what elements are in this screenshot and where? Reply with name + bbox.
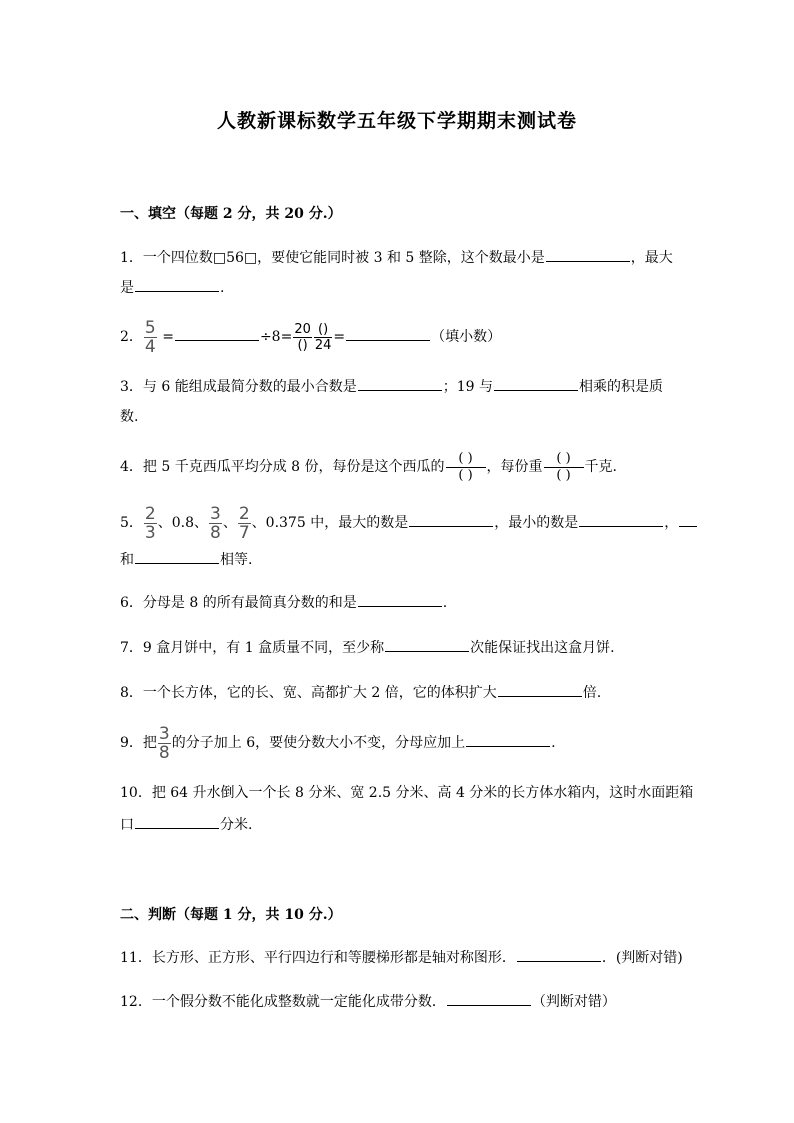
q6-text: 6．分母是 8 的所有最简真分数的和是 xyxy=(120,595,357,611)
section-heading-true-false: 二、判断（每题 1 分，共 10 分.） xyxy=(120,907,342,923)
q3-text-d: 数. xyxy=(120,409,139,425)
denominator[interactable]: ( ) xyxy=(556,467,571,483)
q7-text-b: 次能保证找出这盒月饼. xyxy=(470,640,615,656)
answer-blank[interactable] xyxy=(498,682,582,697)
answer-blank[interactable] xyxy=(358,376,442,391)
answer-blank[interactable] xyxy=(466,732,550,747)
numerator[interactable]: ( ) xyxy=(458,450,473,466)
q1-text-b: ，最大 xyxy=(630,250,673,266)
equals-sign: = xyxy=(333,329,346,345)
answer-blank[interactable] xyxy=(346,326,430,341)
answer-blank[interactable] xyxy=(409,512,493,527)
q6-text-b: . xyxy=(442,595,448,611)
q9-text-b: 的分子加上 6，要使分数大小不变，分母应加上 xyxy=(171,735,466,751)
divide-text: ÷8= xyxy=(259,329,293,345)
numerator: 20 xyxy=(294,321,311,337)
q4-text-b: ，每份重 xyxy=(486,459,543,475)
numerator[interactable]: () xyxy=(318,321,329,337)
q7-text: 7．9 盒月饼中，有 1 盒质量不同，至少称 xyxy=(120,640,385,656)
answer-blank[interactable] xyxy=(447,991,531,1006)
q11-text-b: ．(判断对错) xyxy=(601,950,683,966)
denominator: 24 xyxy=(314,337,332,353)
question-10-cont xyxy=(120,814,252,835)
fraction-blank[interactable] xyxy=(446,451,486,484)
question-4 xyxy=(120,448,617,486)
fraction-blank[interactable] xyxy=(544,451,584,484)
denominator[interactable]: () xyxy=(297,337,308,353)
q12-text: 12．一个假分数不能化成整数就一定能化成带分数． xyxy=(120,994,446,1010)
question-3 xyxy=(120,376,663,397)
fraction-3-8 xyxy=(158,725,171,762)
question-12 xyxy=(120,991,616,1012)
question-11 xyxy=(120,947,683,968)
answer-blank[interactable] xyxy=(679,512,697,527)
q5-text-d: ， xyxy=(664,515,679,531)
q10-text-b: 口 xyxy=(120,817,134,833)
q8-text-b: 倍. xyxy=(582,685,602,701)
q3-text: 3．与 6 能组成最简分数的最小合数是 xyxy=(120,379,357,395)
numerator: 2 xyxy=(144,503,156,524)
numerator[interactable]: ( ) xyxy=(556,450,571,466)
page-title: 人教新课标数学五年级下学期期末测试卷 xyxy=(216,110,577,132)
question-6 xyxy=(120,592,447,613)
q8-text: 8．一个长方体，它的长、宽、高都扩大 2 倍，它的体积扩大 xyxy=(120,685,497,701)
fraction-2-7 xyxy=(238,505,251,542)
denominator: 8 xyxy=(210,522,221,543)
q9-text: 9．把 xyxy=(120,735,157,751)
numerator: 2 xyxy=(238,503,250,524)
q1-text: 1．一个四位数□56□，要使它能同时被 3 和 5 整除，这个数最小是 xyxy=(120,250,545,266)
section-heading-fill-in: 一、填空（每题 2 分，共 20 分.） xyxy=(120,206,342,222)
answer-blank[interactable] xyxy=(579,512,663,527)
answer-blank[interactable] xyxy=(135,814,219,829)
question-1-cont xyxy=(120,277,224,298)
q5-text-f: 相等. xyxy=(220,552,253,568)
fraction-5-4 xyxy=(144,319,157,356)
q3-text-c: 相乘的积是质 xyxy=(578,379,663,395)
question-5 xyxy=(120,504,698,542)
numerator: 3 xyxy=(158,723,170,744)
q11-text: 11．长方形、正方形、平行四边行和等腰梯形都是轴对称图形． xyxy=(120,950,516,966)
question-10 xyxy=(120,783,693,803)
answer-blank[interactable] xyxy=(135,277,219,292)
q2-number: 2． xyxy=(120,329,143,345)
denominator: 7 xyxy=(238,522,250,543)
q5-text: 、0.8、 xyxy=(157,515,209,531)
answer-blank[interactable] xyxy=(494,376,578,391)
separator: 、 xyxy=(222,515,237,531)
q5-text-b: 、0.375 中，最大的数是 xyxy=(251,515,409,531)
numerator: 5 xyxy=(144,317,156,338)
answer-blank[interactable] xyxy=(517,947,601,962)
answer-blank[interactable] xyxy=(546,247,630,262)
equals-sign: = xyxy=(162,329,174,345)
question-8 xyxy=(120,682,601,703)
question-9 xyxy=(120,724,556,762)
fraction-3-8 xyxy=(209,505,222,542)
question-1 xyxy=(120,247,673,268)
answer-blank[interactable] xyxy=(135,549,219,564)
denominator: 3 xyxy=(144,522,156,543)
q4-text-c: 千克. xyxy=(584,459,617,475)
q2-note: （填小数） xyxy=(431,329,502,345)
fraction-2-3 xyxy=(144,505,157,542)
q5-text-c: ，最小的数是 xyxy=(494,515,579,531)
denominator: 4 xyxy=(144,336,156,357)
q4-text: 4．把 5 千克西瓜平均分成 8 份，每份是这个西瓜的 xyxy=(120,459,445,475)
question-3-cont xyxy=(120,407,138,427)
q1-text-d: . xyxy=(220,280,225,296)
question-2 xyxy=(120,318,501,356)
answer-blank[interactable] xyxy=(385,637,469,652)
q1-text-c: 是 xyxy=(120,280,134,296)
q10-text: 10．把 64 升水倒入一个长 8 分米、宽 2.5 分米、高 4 分米的长方体水箱内，这时水面距箱 xyxy=(120,785,694,801)
q10-text-c: 分米. xyxy=(220,817,253,833)
q5-text-e: 和 xyxy=(120,552,134,568)
numerator: 3 xyxy=(210,503,221,524)
q12-text-b: （判断对错） xyxy=(531,994,616,1010)
q5-number: 5． xyxy=(120,515,143,531)
q9-text-c: . xyxy=(551,735,556,751)
denominator: 8 xyxy=(158,742,170,763)
q3-text-b: ；19 与 xyxy=(442,379,493,395)
answer-blank[interactable] xyxy=(358,592,442,607)
answer-blank[interactable] xyxy=(175,326,259,341)
denominator[interactable]: ( ) xyxy=(458,467,473,483)
fraction-20-blank xyxy=(293,322,312,353)
fraction-blank-24 xyxy=(314,322,333,353)
question-5-cont xyxy=(120,549,252,570)
question-7 xyxy=(120,637,615,658)
